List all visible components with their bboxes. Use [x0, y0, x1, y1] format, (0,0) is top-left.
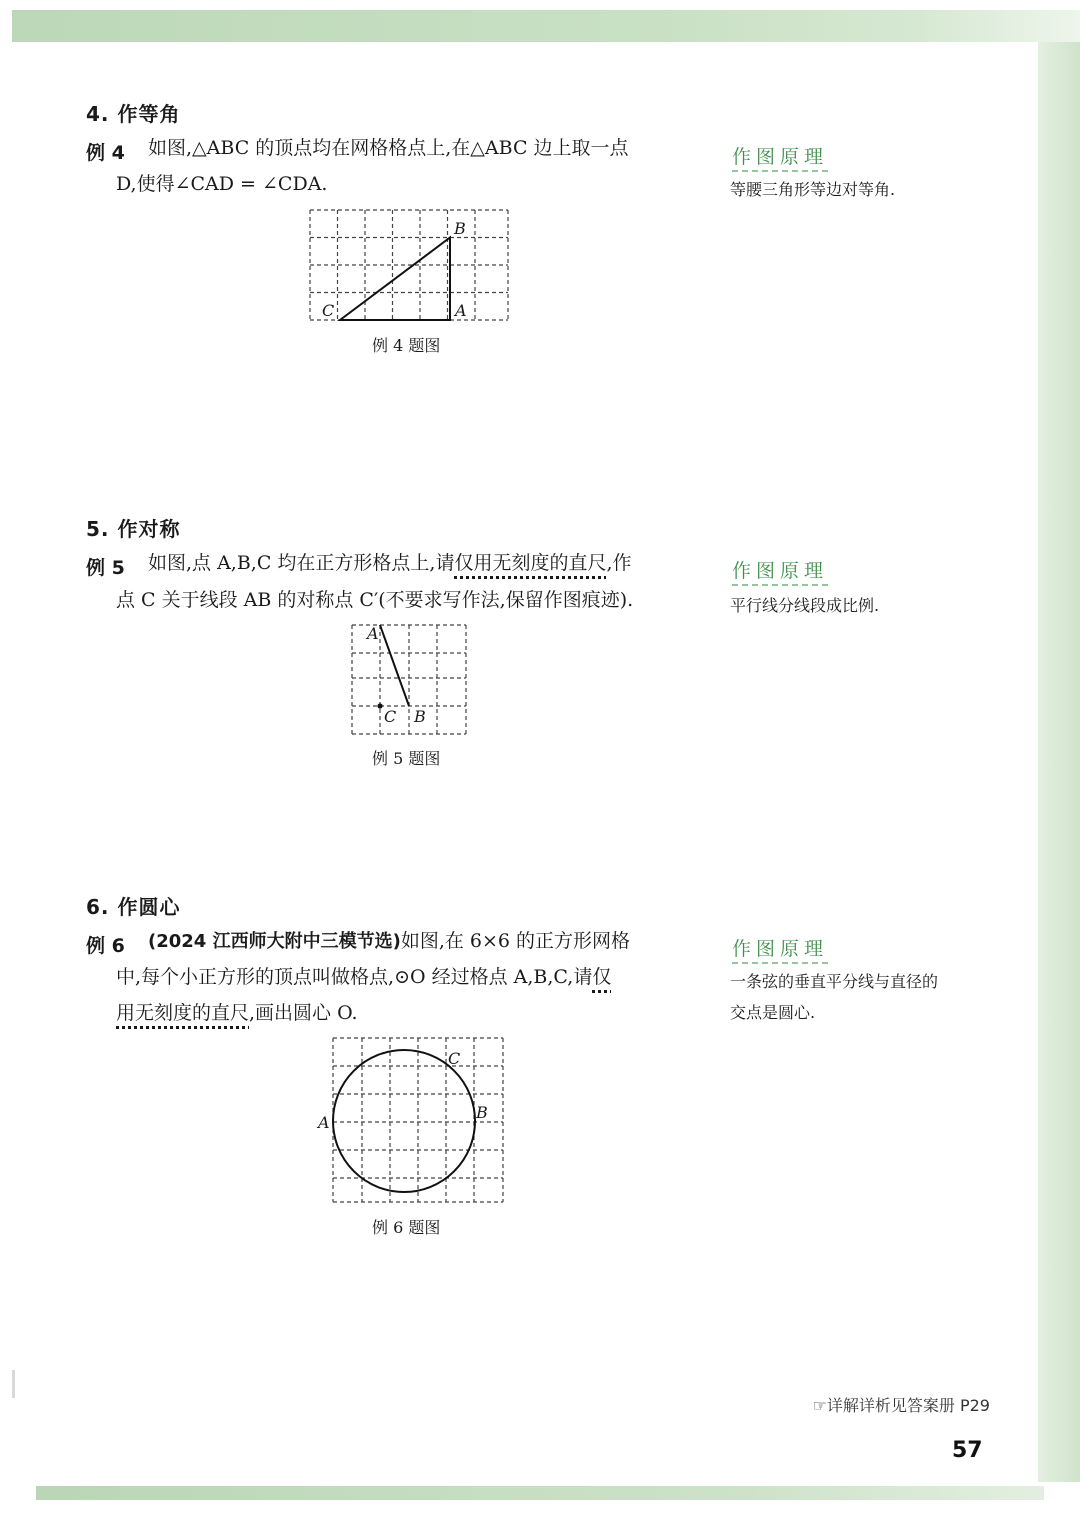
label-c: C: [384, 707, 397, 726]
label-c: C: [448, 1049, 461, 1068]
example-5-label: 例 5: [86, 557, 125, 579]
example-5-line-2: 点 C 关于线段 AB 的对称点 C′(不要求写作法,保留作图痕迹).: [116, 589, 634, 611]
label-a: A: [318, 1113, 330, 1132]
label-b: B: [476, 1103, 488, 1122]
label-a: A: [455, 301, 467, 320]
example-5-line-1-pre: 如图,点 A,B,C 均在正方形格点上,请: [148, 552, 455, 574]
sidebar-4-text: 等腰三角形等边对等角.: [730, 180, 896, 199]
label-b: B: [414, 707, 426, 726]
example-4-label: 例 4: [86, 142, 125, 164]
sidebar-4-title: 作图原理: [732, 142, 828, 172]
section-4-title: 4. 作等角: [86, 102, 181, 126]
sidebar-5-title: 作图原理: [732, 556, 828, 586]
section-5-title: 5. 作对称: [86, 517, 181, 541]
example-6-line-1: [148, 923, 630, 960]
sidebar-6-text-1: 一条弦的垂直平分线与直径的: [730, 972, 939, 991]
example-5-emphasis: 仅用无刻度的直尺: [454, 552, 607, 574]
label-b: B: [454, 219, 466, 238]
example-6-source: (2024 江西师大附中三模节选): [148, 931, 401, 952]
top-decor-band: [12, 10, 1080, 42]
figure-4-gridlines: [310, 210, 508, 320]
triangle-abc: [340, 238, 450, 321]
point-c: [377, 703, 382, 708]
figure-4-caption: 例 4 题图: [372, 336, 441, 355]
example-6-line-2: [116, 959, 611, 995]
segment-ab: [380, 625, 409, 706]
right-decor-band: [1038, 42, 1080, 1482]
answer-reference: ☞详解详析见答案册 P29: [812, 1396, 990, 1415]
section-6-title: 6. 作圆心: [86, 895, 181, 919]
figure-5-caption: 例 5 题图: [372, 749, 441, 768]
figure-5-grid: [342, 615, 476, 745]
sidebar-6-title: 作图原理: [732, 934, 828, 964]
label-c: C: [322, 301, 335, 320]
example-5-line-1: [148, 545, 632, 581]
sidebar-6-text-2: 交点是圆心.: [730, 1003, 816, 1022]
left-scan-mark: [12, 1370, 15, 1398]
example-4-line-2: D,使得∠CAD = ∠CDA.: [116, 173, 328, 195]
page-number: 57: [952, 1438, 983, 1463]
example-6-emphasis-2: 用无刻度的直尺: [116, 1002, 250, 1024]
example-4-line-1: 如图,△ABC 的顶点均在网格格点上,在△ABC 边上取一点: [148, 137, 629, 159]
example-6-emphasis-1: 仅: [592, 966, 612, 988]
example-5-line-1-post: ,作: [606, 552, 632, 574]
sidebar-5-text: 平行线分线段成比例.: [730, 596, 880, 615]
bottom-decor-band: [36, 1486, 1044, 1500]
example-6-line-2-pre: 中,每个小正方形的顶点叫做格点,⊙O 经过格点 A,B,C,请: [116, 966, 593, 988]
figure-6-caption: 例 6 题图: [372, 1218, 441, 1237]
example-6-line-3-post: ,画出圆心 O.: [249, 1002, 358, 1024]
figure-6-grid: [310, 1028, 515, 1218]
figure-4-grid: [300, 200, 520, 330]
example-6-line-1-post: 如图,在 6×6 的正方形网格: [400, 930, 631, 952]
circle-o: [333, 1050, 475, 1192]
example-6-label: 例 6: [86, 935, 125, 957]
example-6-line-3: [116, 995, 358, 1031]
label-a: A: [367, 624, 379, 643]
